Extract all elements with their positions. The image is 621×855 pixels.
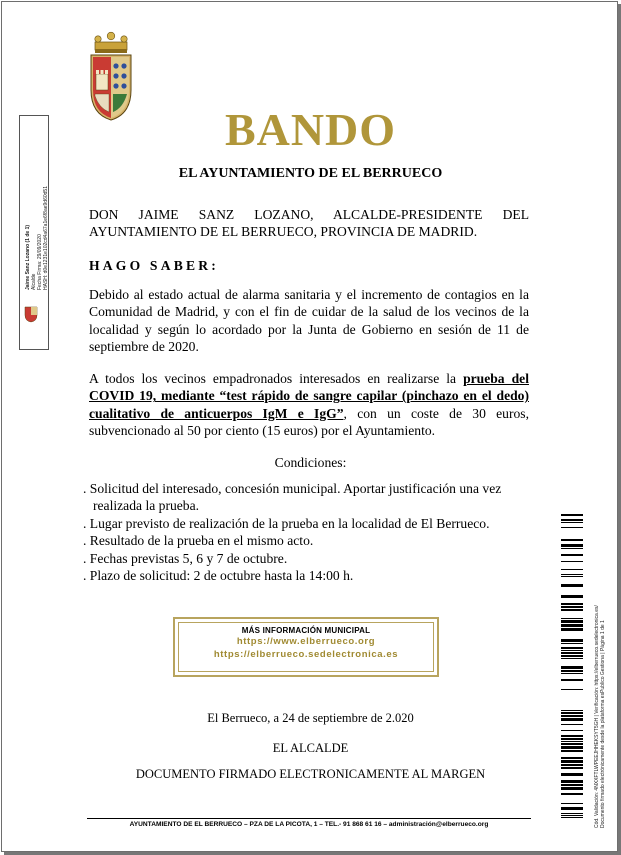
mayor-statement: DON JAIME SANZ LOZANO, ALCALDE-PRESIDENTE DEL AYUNTAMIENTO DE EL BERRUECO, PROVINCIA DE MADRID. — [89, 207, 529, 240]
conditions-list — [83, 480, 543, 584]
paragraph-test-offer — [89, 370, 529, 440]
hago-saber-heading: HAGO SABER: — [89, 258, 219, 273]
info-box-heading: MÁS INFORMACIÓN MUNICIPAL — [241, 626, 371, 635]
validation-code: Cód. Validación: 4NXXFTLWPEEJHHEKSYT5GH | Verificación: https://elberrueco.sedelectronica.es/ — [594, 605, 600, 828]
info-box — [173, 617, 439, 677]
signer-role: Alcalde — [31, 273, 37, 290]
validation-strip — [594, 548, 606, 828]
condition-item: . Lugar previsto de realización de la prueba en la localidad de El Berrueco. — [83, 515, 490, 531]
website-link[interactable]: https://www.elberrueco.org — [236, 636, 376, 647]
platform-note: Documento firmado electrónicamente desde la plataforma esPublico Gestiona | Página 1 de 1 — [600, 620, 606, 828]
sede-electronica-link[interactable]: https://elberrueco.sedelectronica.es — [213, 649, 399, 660]
signature-hash: HASH: d0e1231e102cd4a67a1e6f8ae9d60d51 — [43, 186, 49, 290]
offer-test-description: prueba del COVID 19, mediante “test rápido de sangre capilar (pinchazo en el dedo) cualitativo de anticuerpos IgM e IgG” — [89, 371, 529, 421]
electronic-signature-note: DOCUMENTO FIRMADO ELECTRONICAMENTE AL MARGEN — [135, 767, 486, 781]
signer-title: EL ALCALDE — [272, 741, 349, 755]
paragraph-context: Debido al estado actual de alarma sanitaria y el incremento de contagios en la Comunidad de Madrid, y con el fin de cuidar de la salud de los vecinos de la localidad y según lo acordado por la Junta de Gobierno en sesión de 11 de septiembre de 2020. — [89, 287, 529, 355]
condition-item: . Resultado de la prueba en el mismo acto. — [83, 533, 314, 549]
signature-date: Fecha Firma: 29/09/2020 — [37, 234, 43, 290]
barcode-icon — [561, 514, 583, 826]
signer-name: Jaime Sanz Lozano (1 de 1) — [25, 224, 31, 290]
footer-address: AYUNTAMIENTO DE EL BERRUECO – PZA DE LA PICOTA, 1 – TEL.- 91 868 61 16 – administración@elberrueco.org — [129, 821, 489, 828]
signing-date: El Berrueco, a 24 de septiembre de 2.020 — [207, 711, 414, 725]
offer-cost-text: , con un coste de 30 euros, subvencionado al 50 por ciento (15 euros) por el Ayuntamiento. — [89, 405, 529, 439]
document-title: BANDO — [224, 104, 397, 155]
condition-item: . Fechas previstas 5, 6 y 7 de octubre. — [83, 550, 288, 566]
seal-icon — [24, 305, 38, 323]
footer-divider — [87, 818, 531, 819]
signature-stamp-text — [25, 110, 49, 290]
offer-intro-text: A todos los vecinos empadronados interesados en realizarse la — [89, 371, 464, 386]
info-box-inner-border — [178, 622, 434, 672]
conditions-title: Condiciones: — [274, 455, 347, 470]
issuer-heading: EL AYUNTAMIENTO DE EL BERRUECO — [178, 166, 443, 181]
condition-item: . Solicitud del interesado, concesión municipal. Aportar justificación una vez realizada la prueba. — [83, 481, 502, 514]
condition-item: . Plazo de solicitud: 2 de octubre hasta la 14:00 h. — [83, 568, 354, 584]
